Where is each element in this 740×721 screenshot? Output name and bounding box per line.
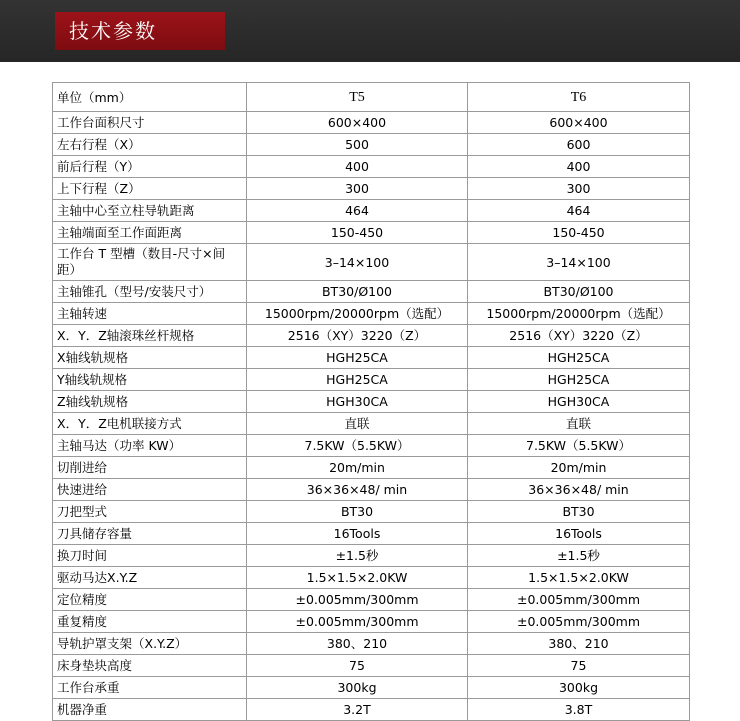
spec-label: 导轨护罩支架（X.Y.Z） bbox=[53, 633, 247, 655]
spec-value-t5: 300 bbox=[247, 178, 468, 200]
table-row bbox=[53, 222, 690, 244]
table-row bbox=[53, 156, 690, 178]
spec-value-t6: 16Tools bbox=[468, 523, 690, 545]
table-row bbox=[53, 699, 690, 721]
table-row bbox=[53, 655, 690, 677]
spec-value-t6: 600×400 bbox=[468, 112, 690, 134]
spec-value-t5: 300kg bbox=[247, 677, 468, 699]
spec-value-t6: ±1.5秒 bbox=[468, 545, 690, 567]
table-row bbox=[53, 567, 690, 589]
spec-value-t6: BT30 bbox=[468, 501, 690, 523]
spec-value-t5: 1.5×1.5×2.0KW bbox=[247, 567, 468, 589]
spec-label: 主轴转速 bbox=[53, 303, 247, 325]
spec-value-t5: HGH25CA bbox=[247, 369, 468, 391]
table-row bbox=[53, 244, 690, 281]
spec-label: 机器净重 bbox=[53, 699, 247, 721]
spec-value-t5: 36×36×48/ min bbox=[247, 479, 468, 501]
spec-label: Y轴线轨规格 bbox=[53, 369, 247, 391]
spec-label: 刀把型式 bbox=[53, 501, 247, 523]
spec-label: 主轴端面至工作面距离 bbox=[53, 222, 247, 244]
spec-value-t6: HGH25CA bbox=[468, 369, 690, 391]
spec-value-t6: 15000rpm/20000rpm（选配） bbox=[468, 303, 690, 325]
spec-label: X．Y．Z轴滚珠丝杆规格 bbox=[53, 325, 247, 347]
spec-value-t5: ±0.005mm/300mm bbox=[247, 589, 468, 611]
table-row bbox=[53, 545, 690, 567]
spec-value-t6: 36×36×48/ min bbox=[468, 479, 690, 501]
spec-label: 主轴中心至立柱导轨距离 bbox=[53, 200, 247, 222]
spec-value-t5: 3.2T bbox=[247, 699, 468, 721]
column-header-unit: 单位（mm） bbox=[53, 83, 247, 112]
spec-value-t6: ±0.005mm/300mm bbox=[468, 589, 690, 611]
spec-value-t5: HGH30CA bbox=[247, 391, 468, 413]
spec-value-t5: 16Tools bbox=[247, 523, 468, 545]
table-row bbox=[53, 501, 690, 523]
spec-value-t6: 75 bbox=[468, 655, 690, 677]
table-header-row bbox=[53, 83, 690, 112]
spec-label: 工作台面积尺寸 bbox=[53, 112, 247, 134]
spec-value-t5: 380、210 bbox=[247, 633, 468, 655]
table-row bbox=[53, 413, 690, 435]
spec-value-t6: 300kg bbox=[468, 677, 690, 699]
spec-value-t5: 3–14×100 bbox=[247, 244, 468, 281]
spec-label: Z轴线轨规格 bbox=[53, 391, 247, 413]
spec-value-t5: 150-450 bbox=[247, 222, 468, 244]
spec-value-t5: 15000rpm/20000rpm（选配） bbox=[247, 303, 468, 325]
spec-value-t6: 3.8T bbox=[468, 699, 690, 721]
spec-value-t5: ±0.005mm/300mm bbox=[247, 611, 468, 633]
page-title: 技术参数 bbox=[69, 19, 157, 43]
spec-value-t5: 75 bbox=[247, 655, 468, 677]
spec-table bbox=[52, 82, 690, 721]
spec-label: 前后行程（Y） bbox=[53, 156, 247, 178]
spec-label: 工作台 T 型槽（数目-尺寸×间距） bbox=[53, 244, 247, 281]
table-row bbox=[53, 347, 690, 369]
spec-value-t5: 20m/min bbox=[247, 457, 468, 479]
spec-value-t6: 2516（XY）3220（Z） bbox=[468, 325, 690, 347]
section-title-badge bbox=[55, 12, 225, 50]
spec-table-wrap bbox=[52, 82, 689, 721]
spec-label: 定位精度 bbox=[53, 589, 247, 611]
table-row bbox=[53, 303, 690, 325]
spec-label: 重复精度 bbox=[53, 611, 247, 633]
spec-label: 上下行程（Z） bbox=[53, 178, 247, 200]
spec-label: 左右行程（X） bbox=[53, 134, 247, 156]
spec-value-t6: 3–14×100 bbox=[468, 244, 690, 281]
spec-value-t5: HGH25CA bbox=[247, 347, 468, 369]
spec-label: 床身垫块高度 bbox=[53, 655, 247, 677]
table-row bbox=[53, 457, 690, 479]
table-row bbox=[53, 677, 690, 699]
spec-label: X轴线轨规格 bbox=[53, 347, 247, 369]
table-row bbox=[53, 134, 690, 156]
table-row bbox=[53, 479, 690, 501]
table-row bbox=[53, 435, 690, 457]
table-row bbox=[53, 112, 690, 134]
spec-value-t6: 7.5KW（5.5KW） bbox=[468, 435, 690, 457]
table-row bbox=[53, 200, 690, 222]
table-row bbox=[53, 369, 690, 391]
spec-label: 换刀时间 bbox=[53, 545, 247, 567]
spec-value-t5: 7.5KW（5.5KW） bbox=[247, 435, 468, 457]
spec-value-t6: HGH30CA bbox=[468, 391, 690, 413]
table-row bbox=[53, 391, 690, 413]
table-row bbox=[53, 611, 690, 633]
spec-value-t6: 400 bbox=[468, 156, 690, 178]
spec-label: 主轴马达（功率 KW） bbox=[53, 435, 247, 457]
spec-value-t6: 600 bbox=[468, 134, 690, 156]
spec-value-t5: 400 bbox=[247, 156, 468, 178]
spec-value-t5: 464 bbox=[247, 200, 468, 222]
spec-value-t6: 直联 bbox=[468, 413, 690, 435]
table-row bbox=[53, 178, 690, 200]
spec-value-t5: 600×400 bbox=[247, 112, 468, 134]
spec-value-t6: ±0.005mm/300mm bbox=[468, 611, 690, 633]
header-band bbox=[0, 0, 740, 62]
spec-value-t5: BT30 bbox=[247, 501, 468, 523]
spec-label: 工作台承重 bbox=[53, 677, 247, 699]
spec-value-t6: 380、210 bbox=[468, 633, 690, 655]
spec-value-t6: 1.5×1.5×2.0KW bbox=[468, 567, 690, 589]
spec-label: 切削进给 bbox=[53, 457, 247, 479]
table-row bbox=[53, 325, 690, 347]
spec-value-t5: BT30/Ø100 bbox=[247, 281, 468, 303]
spec-value-t6: 20m/min bbox=[468, 457, 690, 479]
spec-value-t6: 464 bbox=[468, 200, 690, 222]
spec-label: 快速进给 bbox=[53, 479, 247, 501]
spec-value-t6: 150-450 bbox=[468, 222, 690, 244]
spec-label: 刀具储存容量 bbox=[53, 523, 247, 545]
table-row bbox=[53, 633, 690, 655]
spec-label: 驱动马达X.Y.Z bbox=[53, 567, 247, 589]
spec-value-t5: 500 bbox=[247, 134, 468, 156]
table-row bbox=[53, 281, 690, 303]
column-header-t6: T6 bbox=[468, 83, 690, 112]
spec-value-t6: HGH25CA bbox=[468, 347, 690, 369]
spec-label: 主轴锥孔（型号/安装尺寸） bbox=[53, 281, 247, 303]
spec-value-t6: 300 bbox=[468, 178, 690, 200]
spec-value-t5: ±1.5秒 bbox=[247, 545, 468, 567]
column-header-t5: T5 bbox=[247, 83, 468, 112]
spec-label: X．Y．Z电机联接方式 bbox=[53, 413, 247, 435]
spec-value-t5: 直联 bbox=[247, 413, 468, 435]
table-row bbox=[53, 523, 690, 545]
spec-value-t5: 2516（XY）3220（Z） bbox=[247, 325, 468, 347]
spec-value-t6: BT30/Ø100 bbox=[468, 281, 690, 303]
table-row bbox=[53, 589, 690, 611]
